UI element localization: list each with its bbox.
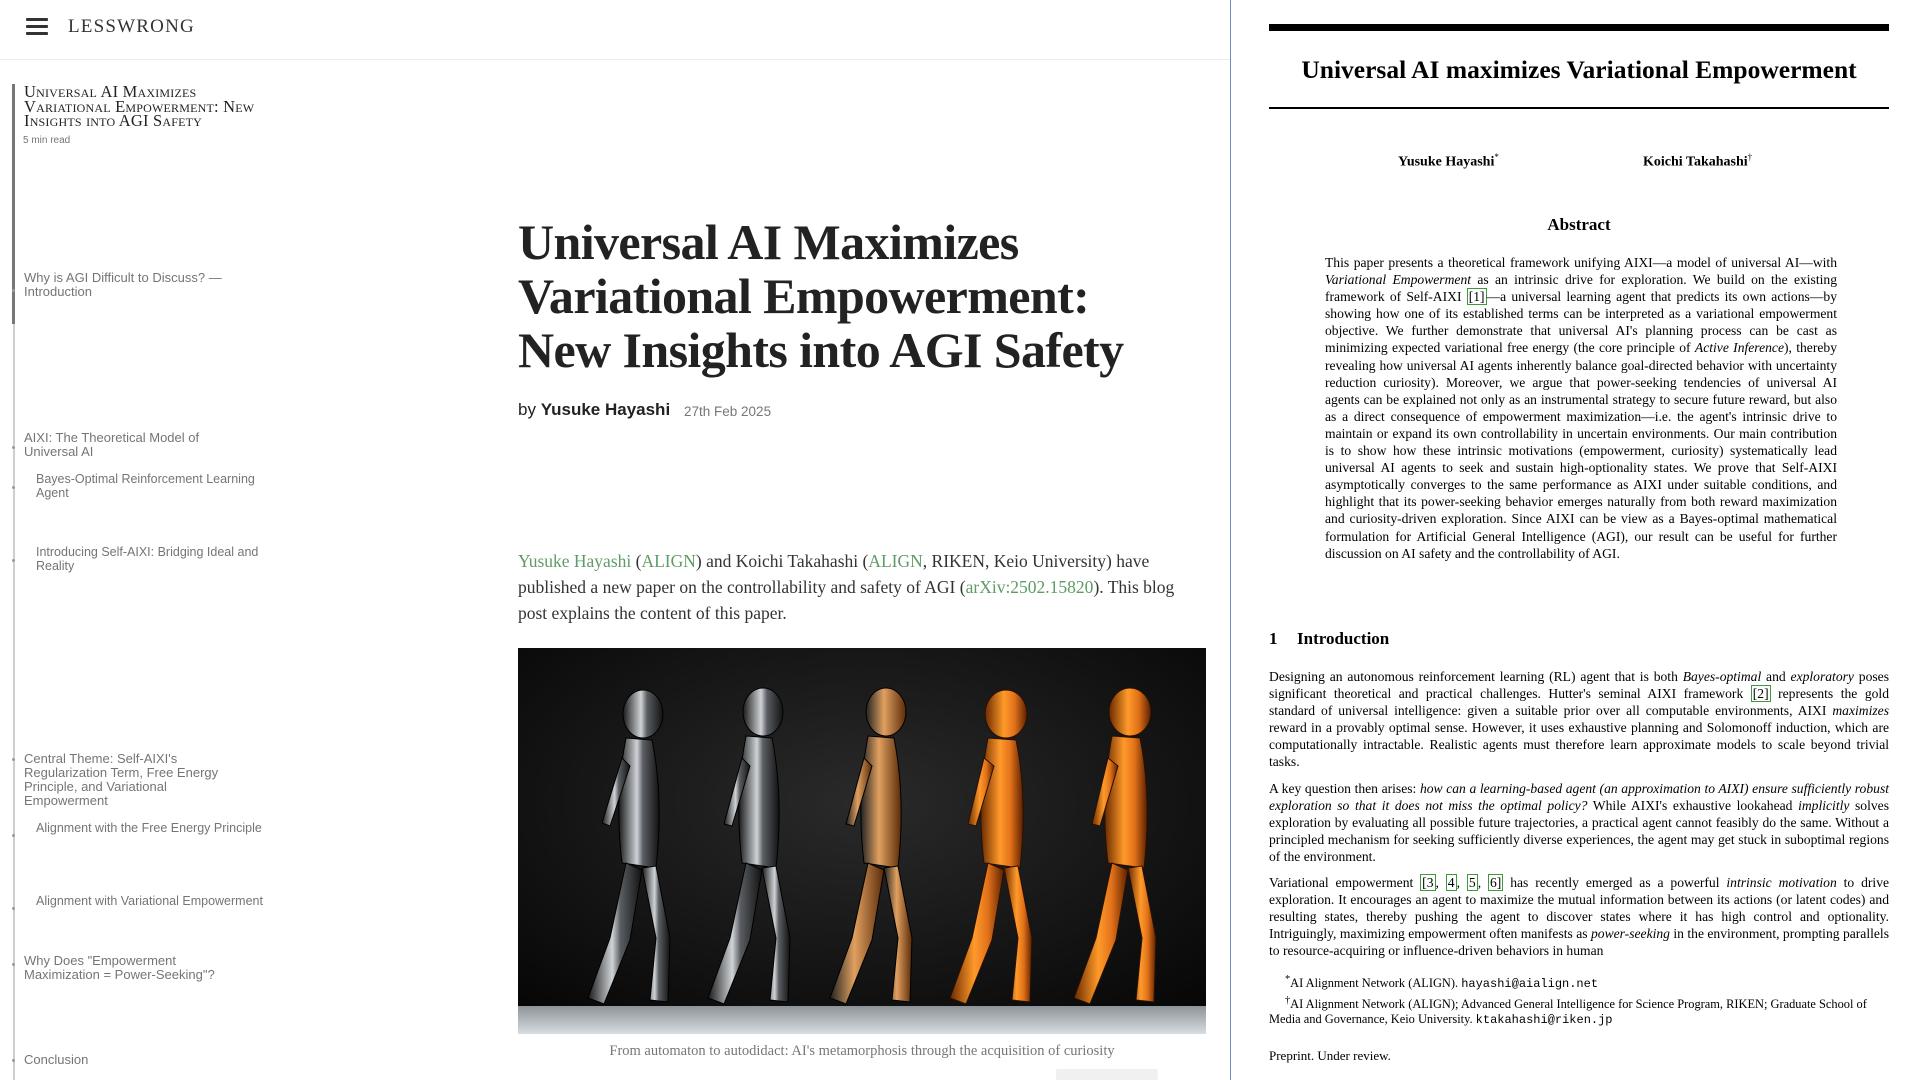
paper-author-1	[1398, 152, 1499, 171]
text: in the environment, prompting parallels to resource-acquiring or influence-driven behaviors in human	[1269, 926, 1889, 959]
intro-paragraph-2	[1269, 780, 1889, 865]
text: A key question then arises:	[1269, 781, 1420, 796]
author-link[interactable]: Yusuke Hayashi	[518, 551, 632, 571]
author-mark: *	[1494, 152, 1499, 162]
arxiv-link[interactable]: arXiv:2502.15820	[965, 577, 1094, 597]
toc-item[interactable]: Alignment with the Free Energy Principle	[36, 821, 262, 835]
toc-progress-indicator	[12, 84, 15, 324]
toc-dot-icon	[12, 907, 15, 910]
text: Variational empowerment	[1269, 875, 1421, 890]
author-mark: †	[1747, 152, 1753, 162]
table-of-contents	[0, 60, 280, 1080]
toc-item[interactable]: Alignment with Variational Empowerment	[36, 894, 263, 908]
toc-item[interactable]: Introducing Self-AIXI: Bridging Ideal and Reality	[36, 545, 259, 573]
preprint-notice: Preprint. Under review.	[1269, 1048, 1391, 1063]
paper-author-2	[1643, 152, 1752, 171]
text: solves exploration by evaluating all possible future trajectories, a practical agent cannot feasibly do the same. Without a principled mechanism for seeking sufficiently diverse experiences, the agent may get stuck in suboptimal regions of the environment.	[1269, 798, 1889, 865]
menu-icon[interactable]	[26, 18, 48, 36]
text: represents the gold standard of universal intelligence: given a suitable prior over all computable environments, AIXI	[1269, 686, 1889, 719]
toc-dot-icon	[12, 446, 15, 449]
section-heading	[1269, 629, 1389, 649]
toc-item[interactable]: Bayes-Optimal Reinforcement Learning Agent	[36, 472, 255, 500]
site-logo[interactable]: LESSWRONG	[68, 16, 195, 37]
text: ). This blog post explains the content of this paper.	[518, 577, 1175, 623]
text: Variational Empowerment	[1325, 272, 1472, 288]
post-intro-paragraph	[518, 548, 1198, 626]
image-caption: From automaton to autodidact: AI's metamorphosis through the acquisition of curiosity	[609, 1043, 1115, 1059]
abstract-text	[1325, 254, 1837, 562]
intro-paragraph-1	[1269, 668, 1889, 771]
text: ), thereby revealing how universal AI agents inherently balance goal-directed behavior with uncertainty reduction curiosity). Moreover, we argue that power-seeking tendencies of universal AI agents can be explained not only as an instrumental strategy to secure future reward, but also as a direct consequence of empowerment maximization—i.e. the agent's intrinsic drive to maintain or expand its own controllability in uncertain environments. Our main contribution is to show how these intrinsic motivations (empowerment, curiosity) systematically lead universal AI agents to seek and sustain high-optionality states. We prove that Self-AIXI asymptotically converges to the same performance as AIXI under suitable conditions, and highlight that its power-seeking behavior emerges naturally from both reward maximization and curiosity-driven exploration. Since AIXI can be view as a Bayes-optimal mathematical formulation for Artificial General Intelligence (AGI), our result can be useful for further discussion on AI safety and the controllability of AGI.	[1325, 340, 1837, 561]
toc-dot-icon	[12, 834, 15, 837]
toc-dot-icon	[12, 486, 15, 489]
text: Bayes-optimal	[1682, 669, 1762, 684]
hero-image	[518, 648, 1206, 1034]
text: While AIXI's exhaustive lookahead	[1587, 798, 1799, 814]
text: to drive exploration. It encourages an agent to maximize the mutual information between its actions (or latent codes) and resulting states, thereby pushing the agent to discover states where it has high control and optionality. Intriguingly, maximizing empowerment often manifests as	[1269, 875, 1890, 942]
text: exploratory	[1790, 669, 1854, 684]
align-link[interactable]: ALIGN	[641, 551, 696, 571]
text: poses significant theoretical and practical challenges. Hutter's seminal AIXI framework	[1269, 669, 1890, 702]
post-date[interactable]: 27th Feb 2025	[684, 404, 772, 419]
citation-link[interactable]: [2]	[1752, 686, 1769, 702]
title-rule-bottom	[1269, 107, 1889, 109]
text: This paper presents a theoretical framework unifying AIXI—a model of universal AI—with	[1325, 255, 1837, 270]
footnote-mark: †	[1285, 994, 1291, 1006]
email-link[interactable]: hayashi@aialign.net	[1461, 977, 1599, 992]
byline	[518, 400, 670, 420]
toc-dot-icon	[12, 289, 15, 292]
bottom-widget[interactable]	[1056, 1069, 1158, 1080]
text: Active Inference	[1694, 340, 1784, 356]
text: power-seeking	[1590, 926, 1670, 942]
intro-paragraph-3: Variational empowerment [3 , 4 , 5 , 6] has recently emerged as a powerful intrinsic motivation to drive exploration. It encourages an agent to maximize the mutual information between its actions (or latent codes) and resulting states, thereby pushing the agent to discover states where it has high control and optionality. Intriguingly, maximizing empowerment often manifests as power-seeking in the environment, prompting parallels to resource-acquiring or influence-driven behaviors in human	[1269, 875, 1890, 959]
text: maximizes	[1832, 703, 1889, 719]
footnotes	[1269, 972, 1889, 1028]
citation-link[interactable]: 4	[1447, 875, 1455, 890]
author-name: Yusuke Hayashi	[1398, 154, 1495, 170]
toc-item[interactable]: Central Theme: Self-AIXI's Regularization Term, Free Energy Principle, and Variational Empowerment	[24, 751, 219, 808]
footnote-1	[1269, 972, 1889, 993]
section-number: 1	[1269, 629, 1278, 648]
citation-link[interactable]: [1]	[1468, 289, 1485, 305]
text: as an intrinsic drive for exploration. We build on the existing framework of Self-AIXI	[1325, 272, 1837, 305]
section-title: Introduction	[1297, 629, 1390, 648]
robot-evolution-illustration	[518, 648, 1206, 1034]
text: how can a learning-based agent (an approximation to AIXI) ensure sufficiently robust exploration so that it does not miss the optimal policy?	[1269, 781, 1890, 814]
toc-item[interactable]: Conclusion	[24, 1052, 89, 1067]
text: (	[631, 551, 642, 571]
text: has recently emerged as a powerful	[1503, 875, 1727, 890]
text: Designing an autonomous reinforcement learning (RL) agent that is both	[1269, 669, 1683, 684]
toc-dot-icon	[12, 1059, 15, 1062]
email-link[interactable]: ktakahashi@riken.jp	[1475, 1013, 1613, 1028]
paper-title: Universal AI maximizes Variational Empowerment	[1301, 55, 1857, 84]
text: and	[1761, 669, 1791, 684]
text: AI Alignment Network (ALIGN).	[1290, 976, 1462, 991]
abstract-heading: Abstract	[1547, 215, 1611, 234]
text: reward in a provably optimal sense. However, it uses exhaustive planning and Solomonoff induction, which are computationally intractable. Realistic agents must therefore learn approximate models to scale beyond trivial tasks.	[1269, 720, 1889, 770]
toc-dot-icon	[12, 963, 15, 966]
text: AI Alignment Network (ALIGN); Advanced General Intelligence for Science Program, RIKEN; Graduate School of Media and Governance, Keio University.	[1269, 996, 1867, 1027]
author-name: Koichi Takahashi	[1643, 154, 1748, 170]
read-time: 5 min read	[23, 135, 71, 146]
toc-title[interactable]: Universal AI Maximizes Variational Empowerment: New Insights into AGI Safety	[24, 82, 255, 130]
toc-item[interactable]: AIXI: The Theoretical Model of Universal AI	[24, 430, 200, 459]
citation-link[interactable]: [3	[1422, 875, 1434, 890]
text: ) and Koichi Takahashi (	[695, 551, 869, 571]
pdf-viewer[interactable]	[1230, 0, 1920, 1080]
toc-dot-icon	[12, 559, 15, 562]
citation-link[interactable]: 5	[1468, 875, 1476, 890]
toc-item[interactable]: Why is AGI Difficult to Discuss? —Introduction	[24, 270, 222, 299]
toc-item[interactable]: Why Does "Empowerment Maximization = Power-Seeking"?	[24, 953, 215, 982]
toc-dot-icon	[12, 758, 15, 761]
site-header	[0, 0, 1232, 60]
text: —a universal learning agent that predicts its own actions—by showing how one of its established terms can be interpreted as a variational empowerment objective. We further demonstrate that universal AI's planning process can be cast as minimizing expected variational free energy (the core principle of	[1325, 289, 1837, 356]
text: intrinsic motivation	[1726, 875, 1837, 890]
text: , RIKEN, Keio University) have published a new paper on the controllability and safety of AGI (	[518, 551, 1150, 597]
post-title: Universal AI Maximizes Variational Empowerment: New Insights into AGI Safety	[518, 214, 1124, 378]
title-rule-top	[1269, 24, 1889, 31]
citation-link[interactable]: 6]	[1489, 875, 1502, 890]
align-link[interactable]: ALIGN	[868, 551, 923, 571]
footnote-mark: *	[1285, 974, 1291, 985]
text: implicitly	[1798, 798, 1850, 814]
byline-prefix: by	[518, 400, 536, 419]
author-link[interactable]: Yusuke Hayashi	[540, 400, 671, 419]
footnote-2	[1269, 993, 1889, 1029]
